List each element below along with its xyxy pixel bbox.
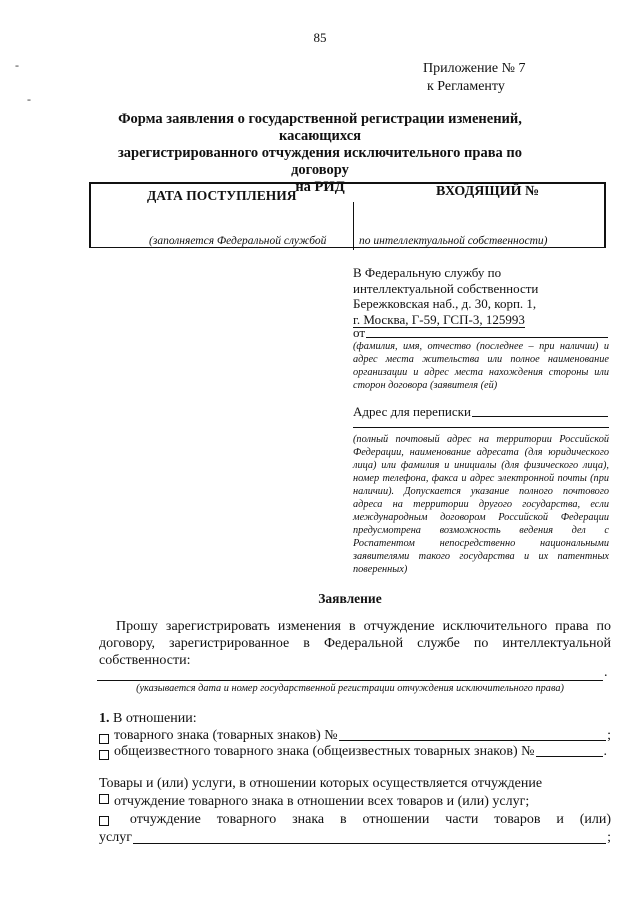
option-part-goods[interactable]: [99, 811, 611, 829]
option-part-word: товарного: [216, 812, 277, 827]
statement-text: Прошу зарегистрировать изменения в отчуждение исключительного права по договору, зарегистрированное в Федеральной службе по интеллектуальной собственности:: [99, 619, 611, 668]
receipt-note-right: по интеллектуальной собственности): [359, 235, 548, 247]
option-part-word: знака: [292, 812, 325, 827]
receipt-box-bottom-line: [89, 247, 606, 248]
services-input-line[interactable]: [133, 843, 606, 844]
option-trademark-end: ;: [607, 728, 611, 743]
option-part-word: (или): [579, 812, 611, 827]
receipt-box: [89, 182, 606, 248]
option-trademark-label: товарного знака (товарных знаков) №: [114, 728, 338, 743]
registration-period: .: [604, 665, 608, 680]
goods-section: [99, 775, 611, 847]
receipt-date-header: ДАТА ПОСТУПЛЕНИЯ: [147, 188, 297, 203]
from-note: (фамилия, имя, отчество (последнее – при наличии) и адрес места жительства или полное наименование организации и адрес места нахождения стороны или сторон договора (заявителя (ей): [353, 341, 609, 391]
section-number: 1.: [99, 711, 110, 726]
checkbox-icon[interactable]: [99, 750, 109, 760]
title-line: Форма заявления о государственной регистрации изменений, касающихся: [118, 111, 522, 144]
incoming-number-header: ВХОДЯЩИЙ №: [436, 184, 540, 199]
appendix-number: Приложение № 7: [423, 61, 526, 76]
appendix-header: [423, 60, 526, 96]
option-part-word: в: [340, 812, 347, 827]
option-part-word: товаров: [494, 812, 541, 827]
correspondence-note: (полный почтовый адрес на территории Российской Федерации, наименование адресата (для юридического лица) или фамилия и инициалы (для физического лица), номер телефона, факса и адрес электронной почты (при наличии). Допускается указание полного почтового адреса на территории другого государства, если международным договором Российской Федерации предусмотрена возможность ведения дел с Роспатентом непосредственно национальными заявителями такого государства и их патентных поверенных): [353, 434, 609, 575]
wellknown-number-input[interactable]: [536, 756, 603, 757]
services-field[interactable]: [99, 829, 611, 847]
addressee-block: [353, 265, 538, 328]
checkbox-icon[interactable]: [99, 794, 109, 804]
trademark-number-input[interactable]: [339, 740, 607, 741]
correspondence-input-line-2[interactable]: [353, 427, 609, 428]
option-all-goods[interactable]: [99, 793, 611, 811]
option-wellknown-end: .: [603, 744, 607, 759]
option-part-word: и: [556, 812, 564, 827]
registration-input-line[interactable]: [97, 680, 603, 681]
checkbox-icon[interactable]: [99, 816, 109, 826]
title-line: зарегистрированного отчуждения исключительного права по договору: [117, 145, 523, 178]
services-end: ;: [607, 830, 611, 845]
correspondence-field[interactable]: [353, 404, 609, 420]
option-part-word: части: [445, 812, 479, 827]
addressee-city: г. Москва, Г-59, ГСП-3, 125993: [353, 311, 525, 327]
goods-intro: Товары и (или) услуги, в отношении которых осуществляется отчуждение: [99, 776, 543, 791]
margin-mark: -: [27, 92, 31, 106]
option-wellknown-label: общеизвестного товарного знака (общеизвестных товарных знаков) №: [114, 744, 535, 759]
correspondence-label: Адрес для переписки: [353, 404, 471, 419]
from-field[interactable]: [353, 325, 609, 341]
statement-heading: Заявление: [318, 591, 382, 606]
services-label: услуг: [99, 830, 132, 845]
appendix-reference: к Регламенту: [427, 79, 505, 94]
addressee-line: интеллектуальной собственности: [353, 280, 539, 296]
section-1-heading: [99, 711, 197, 727]
title-line: на РИД: [295, 179, 345, 195]
page-number: 85: [313, 30, 327, 45]
from-input-line[interactable]: [366, 337, 608, 338]
option-part-word: отчуждение: [129, 812, 201, 827]
box-divider: [353, 202, 354, 250]
option-all-goods-label: отчуждение товарного знака в отношении всех товаров и (или) услуг;: [114, 794, 530, 809]
section-title: В отношении:: [113, 711, 197, 726]
registration-note: (указывается дата и номер государственной регистрации отчуждения исключительного права): [136, 683, 564, 694]
receipt-note-left: (заполняется Федеральной службой: [149, 235, 327, 247]
margin-mark: -: [15, 58, 19, 72]
from-label: от: [353, 325, 366, 340]
option-wellknown-trademark[interactable]: [99, 743, 607, 760]
correspondence-input-line[interactable]: [472, 416, 608, 417]
option-part-word: отношении: [362, 812, 430, 827]
addressee-line: В Федеральную службу по: [353, 265, 502, 280]
option-trademark[interactable]: [99, 727, 611, 744]
addressee-line: Бережковская наб., д. 30, корп. 1,: [353, 296, 537, 311]
